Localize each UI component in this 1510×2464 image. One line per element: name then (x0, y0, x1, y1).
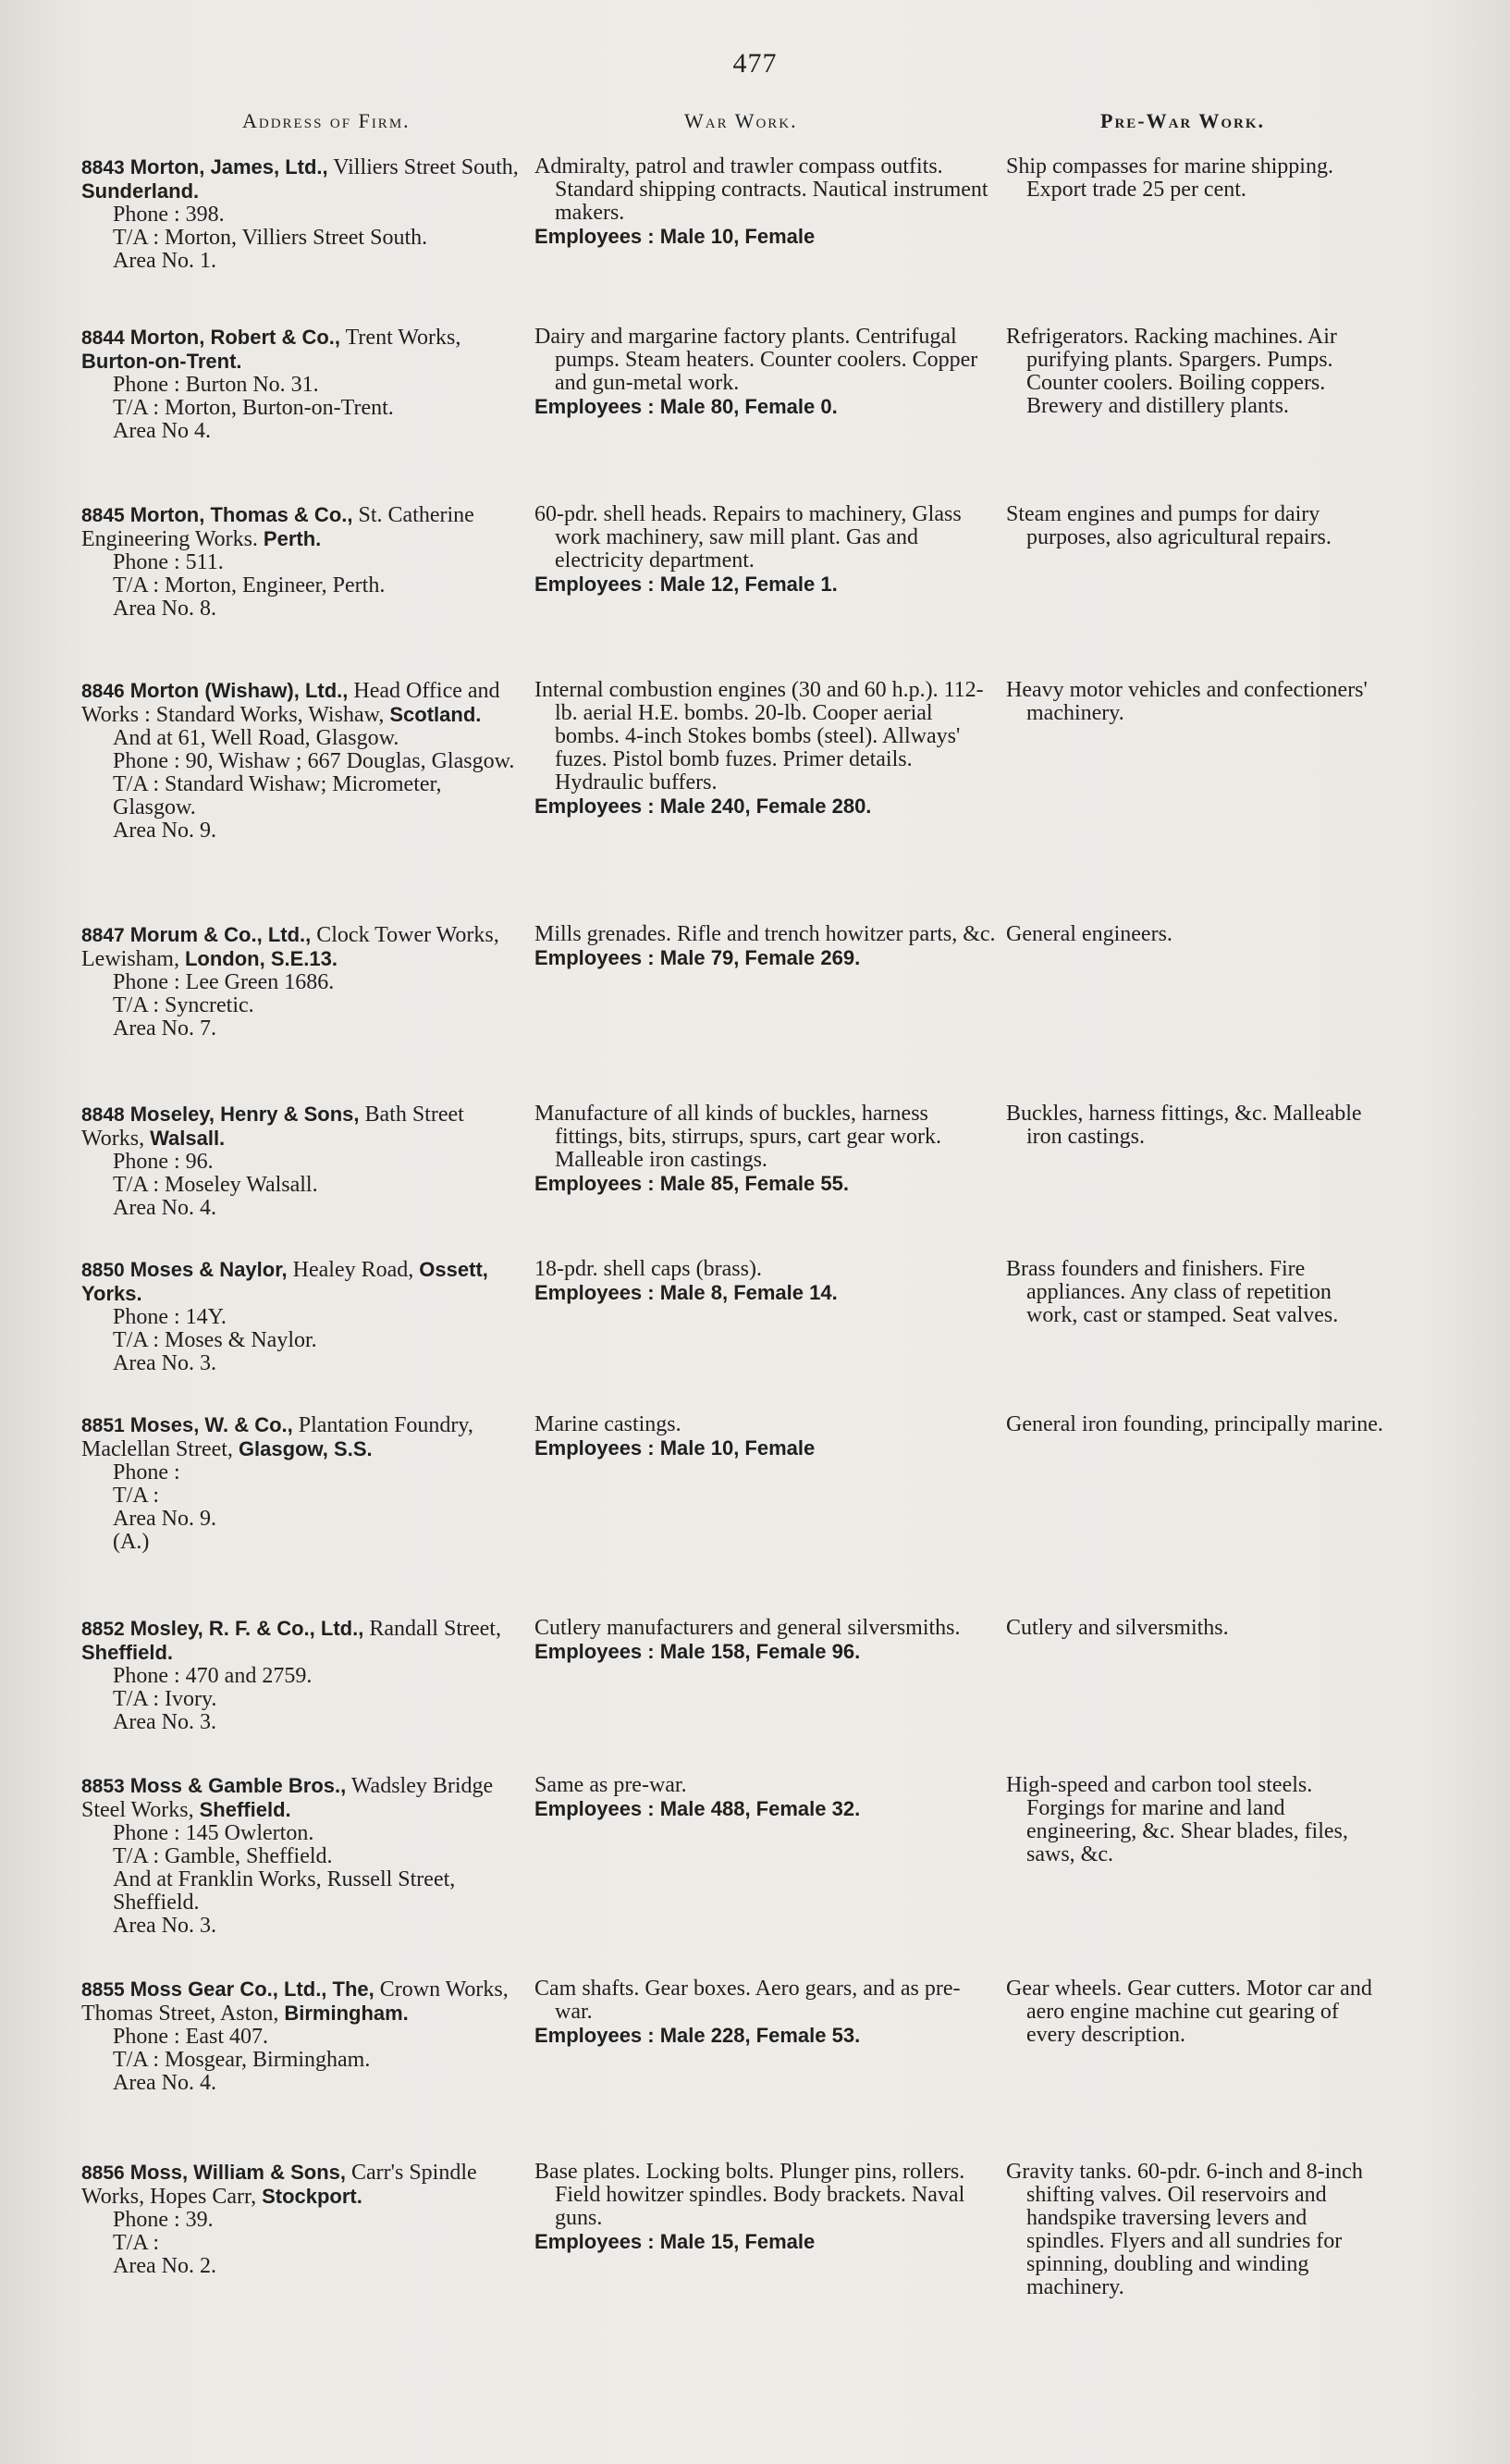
employees: Employees : Male 8, Female 14. (534, 1281, 838, 1304)
firm-town: Sunderland. (81, 179, 200, 203)
entry-number: 8845 (81, 505, 125, 526)
firm-area: Area No. 2. (113, 2254, 216, 2278)
firm-address: Healey Road, (292, 1258, 414, 1282)
firm-area: Area No. 3. (113, 1914, 216, 1938)
war-work-text: Same as pre-war. (534, 1773, 687, 1797)
entry-pre-war-work (1006, 679, 1385, 725)
firm-name: Morton, Thomas & Co., (129, 503, 353, 526)
firm-area: Area No. 4. (113, 2071, 216, 2095)
column-header-pre-war-work: Pre-War Work. (1100, 109, 1266, 132)
page-number: 477 (732, 48, 778, 79)
employees: Employees : Male 240, Female 280. (534, 795, 872, 818)
firm-phone: Phone : 96. (113, 1150, 214, 1174)
employees: Employees : Male 79, Female 269. (534, 946, 861, 969)
firm-name: Moss, William & Sons, (129, 2161, 347, 2184)
firm-branch: And at Franklin Works, Russell Street, Sheffield. (113, 1867, 456, 1915)
war-work-text: Admiralty, patrol and trawler compass outfits. Standard shipping contracts. Nautical instrument makers. (534, 154, 988, 225)
firm-town: London, S.E.13. (184, 947, 338, 970)
firm-address: Wadsley Bridge Steel Works, (81, 1774, 494, 1822)
firm-phone: Phone : (113, 1460, 180, 1485)
entry-war-work (534, 326, 997, 419)
entry-pre-war-work (1006, 155, 1385, 202)
entry-war-work (534, 923, 997, 970)
entry-war-work (534, 679, 997, 819)
firm-phone: Phone : 398. (113, 203, 225, 227)
entry-address (81, 1774, 525, 1938)
firm-telegraph: T/A : Morton, Burton-on-Trent. (113, 396, 394, 420)
pre-war-work-text: Gear wheels. Gear cutters. Motor car and aero engine machine cut gearing of every description. (1006, 1977, 1372, 2047)
entry-address (81, 1977, 525, 2095)
firm-phone: Phone : East 407. (113, 2025, 268, 2049)
employees: Employees : Male 158, Female 96. (534, 1640, 861, 1663)
firm-name: Moses, W. & Co., (129, 1413, 293, 1436)
war-work-text: Marine castings. (534, 1412, 681, 1436)
firm-name: Morton (Wishaw), Ltd., (129, 679, 349, 702)
entry-address (81, 1258, 525, 1375)
firm-area: Area No. 7. (113, 1016, 216, 1041)
pre-war-work-text: Cutlery and silversmiths. (1006, 1616, 1229, 1640)
entry-pre-war-work (1006, 2161, 1385, 2299)
firm-town: Birmingham. (284, 2002, 409, 2025)
entry-war-work (534, 1617, 997, 1664)
firm-address: Crown Works, Thomas Street, Aston, (81, 1977, 509, 2026)
firm-name: Morton, Robert & Co., (129, 326, 341, 349)
firm-telegraph: T/A : (113, 1484, 160, 1508)
firm-town: Perth. (263, 527, 322, 550)
pre-war-work-text: Ship compasses for marine shipping. Export trade 25 per cent. (1006, 154, 1333, 202)
entry-address (81, 1103, 525, 1220)
entry-pre-war-work (1006, 326, 1385, 418)
firm-telegraph: T/A : Morton, Villiers Street South. (113, 226, 428, 250)
entry-address (81, 679, 525, 843)
entry-war-work (534, 1258, 997, 1305)
entry-number: 8855 (81, 1979, 125, 2001)
firm-branch: And at 61, Well Road, Glasgow. (113, 726, 399, 750)
employees: Employees : Male 85, Female 55. (534, 1172, 849, 1195)
pre-war-work-text: Buckles, harness fittings, &c. Malleable iron castings. (1006, 1102, 1362, 1149)
firm-address: Villiers Street South, (333, 155, 519, 179)
entry-number: 8850 (81, 1260, 125, 1281)
firm-phone: Phone : 14Y. (113, 1305, 227, 1329)
entry-address (81, 326, 525, 443)
entry-number: 8856 (81, 2162, 125, 2184)
firm-area: Area No. 9. (113, 819, 216, 843)
pre-war-work-text: Steam engines and pumps for dairy purposes, also agricultural repairs. (1006, 502, 1332, 549)
firm-address: Clock Tower Works, Lewisham, (81, 923, 499, 971)
entry-pre-war-work (1006, 923, 1385, 946)
entry-war-work (534, 155, 997, 249)
pre-war-work-text: Heavy motor vehicles and confectioners' machinery. (1006, 678, 1368, 725)
employees: Employees : Male 488, Female 32. (534, 1797, 861, 1820)
war-work-text: Manufacture of all kinds of buckles, harness fittings, bits, stirrups, spurs, cart gear work. Malleable iron castings. (534, 1102, 941, 1172)
entry-address (81, 1413, 525, 1554)
entry-war-work (534, 2161, 997, 2254)
entry-number: 8844 (81, 327, 125, 349)
firm-area: Area No. 3. (113, 1710, 216, 1734)
pre-war-work-text: General engineers. (1006, 922, 1172, 946)
firm-area: Area No. 3. (113, 1351, 216, 1375)
firm-town: Glasgow, S.S. (238, 1437, 373, 1460)
firm-town: Walsall. (150, 1127, 226, 1150)
entry-number: 8847 (81, 925, 125, 946)
column-header-war-work: War Work. (684, 109, 798, 132)
firm-address: Bath Street Works, (81, 1103, 464, 1151)
firm-area: Area No. 9. (113, 1507, 216, 1531)
entry-address (81, 503, 525, 621)
entry-war-work (534, 1413, 997, 1460)
firm-address: Trent Works, (345, 326, 461, 350)
firm-town: Scotland. (389, 703, 482, 726)
war-work-text: Internal combustion engines (30 and 60 h.p.). 112-lb. aerial H.E. bombs. 20-lb. Cooper aerial bombs. 4-inch Stokes bombs (steel). Allways' fuzes. Pistol bomb fuzes. Primer details. Hydraulic buffers. (534, 678, 984, 795)
pre-war-work-text: General iron founding, principally marine. (1006, 1412, 1383, 1436)
entry-pre-war-work (1006, 503, 1385, 549)
entry-number: 8851 (81, 1415, 125, 1436)
firm-name: Moss & Gamble Bros., (129, 1774, 347, 1797)
entry-number: 8843 (81, 157, 125, 179)
pre-war-work-text: Refrigerators. Racking machines. Air purifying plants. Spargers. Pumps. Counter coolers. Boiling coppers. Brewery and distillery plants. (1006, 325, 1337, 418)
war-work-text: 60-pdr. shell heads. Repairs to machinery, Glass work machinery, saw mill plant. Gas and electricity department. (534, 502, 962, 573)
war-work-text: 18-pdr. shell caps (brass). (534, 1257, 762, 1281)
firm-phone: Phone : 39. (113, 2208, 214, 2232)
firm-address: St. Catherine Engineering Works. (81, 503, 474, 551)
firm-phone: Phone : 145 Owlerton. (113, 1821, 314, 1845)
war-work-text: Cutlery manufacturers and general silversmiths. (534, 1616, 961, 1640)
entry-pre-war-work (1006, 1258, 1385, 1327)
firm-telegraph: T/A : Standard Wishaw; Micrometer, Glasgow. (113, 772, 442, 819)
firm-phone: Phone : 470 and 2759. (113, 1664, 313, 1688)
entry-pre-war-work (1006, 1103, 1385, 1149)
firm-name: Mosley, R. F. & Co., Ltd., (129, 1617, 364, 1640)
firm-name: Moseley, Henry & Sons, (129, 1103, 360, 1126)
entry-war-work (534, 1774, 997, 1821)
firm-area: Area No 4. (113, 419, 211, 443)
war-work-text: Dairy and margarine factory plants. Centrifugal pumps. Steam heaters. Counter coolers. Copper and gun-metal work. (534, 325, 978, 395)
firm-note: (A.) (113, 1530, 150, 1554)
employees: Employees : Male 10, Female (534, 225, 816, 248)
firm-area: Area No. 4. (113, 1196, 216, 1220)
firm-town: Sheffield. (199, 1798, 291, 1821)
entry-pre-war-work (1006, 1774, 1385, 1866)
firm-phone: Phone : Lee Green 1686. (113, 970, 335, 994)
firm-telegraph: T/A : (113, 2231, 160, 2255)
firm-phone: Phone : 511. (113, 550, 224, 574)
entry-pre-war-work (1006, 1977, 1385, 2047)
employees: Employees : Male 80, Female 0. (534, 395, 838, 418)
firm-telegraph: T/A : Gamble, Sheffield. (113, 1844, 333, 1868)
war-work-text: Base plates. Locking bolts. Plunger pins, rollers. Field howitzer spindles. Body brackets. Naval guns. (534, 2160, 965, 2230)
firm-name: Moss Gear Co., Ltd., The, (129, 1977, 374, 2001)
firm-telegraph: T/A : Moses & Naylor. (113, 1328, 317, 1352)
firm-phone: Phone : Burton No. 31. (113, 373, 319, 397)
entry-war-work (534, 1977, 997, 2048)
firm-name: Morum & Co., Ltd., (129, 923, 312, 946)
entry-address (81, 1617, 525, 1734)
entry-number: 8853 (81, 1776, 125, 1797)
entry-address (81, 2161, 525, 2278)
firm-telegraph: T/A : Moseley Walsall. (113, 1173, 318, 1197)
entry-pre-war-work (1006, 1617, 1385, 1640)
firm-phone: Phone : 90, Wishaw ; 667 Douglas, Glasgow. (113, 749, 515, 773)
firm-name: Moses & Naylor, (129, 1258, 288, 1281)
firm-town: Stockport. (262, 2185, 362, 2208)
entry-pre-war-work (1006, 1413, 1385, 1436)
entry-number: 8846 (81, 681, 125, 702)
firm-town: Ossett, Yorks. (81, 1258, 488, 1305)
firm-town: Burton-on-Trent. (81, 350, 242, 373)
entry-number: 8852 (81, 1619, 125, 1640)
entry-address (81, 155, 525, 273)
firm-telegraph: T/A : Morton, Engineer, Perth. (113, 573, 386, 598)
entry-address (81, 923, 525, 1041)
firm-address: Randall Street, (369, 1617, 501, 1641)
pre-war-work-text: Brass founders and finishers. Fire appliances. Any class of repetition work, cast or stamped. Seat valves. (1006, 1257, 1339, 1327)
firm-name: Morton, James, Ltd., (129, 155, 328, 179)
war-work-text: Cam shafts. Gear boxes. Aero gears, and as pre-war. (534, 1977, 961, 2024)
employees: Employees : Male 15, Female (534, 2230, 816, 2253)
firm-address: Head Office and Works : Standard Works, Wishaw, (81, 679, 500, 727)
entry-number: 8848 (81, 1104, 125, 1126)
firm-address: Plantation Foundry, Maclellan Street, (81, 1413, 473, 1461)
employees: Employees : Male 12, Female 1. (534, 573, 838, 596)
firm-telegraph: T/A : Mosgear, Birmingham. (113, 2048, 371, 2072)
firm-town: Sheffield. (81, 1641, 174, 1664)
firm-area: Area No. 1. (113, 249, 216, 273)
firm-telegraph: T/A : Ivory. (113, 1687, 217, 1711)
firm-telegraph: T/A : Syncretic. (113, 993, 254, 1017)
pre-war-work-text: Gravity tanks. 60-pdr. 6-inch and 8-inch shifting valves. Oil reservoirs and handspike traversing levers and spindles. Flyers and all sundries for spinning, doubling and winding machinery. (1006, 2160, 1363, 2299)
war-work-text: Mills grenades. Rifle and trench howitzer parts, &c. (534, 922, 996, 946)
column-header-address: Address of Firm. (242, 109, 411, 132)
employees: Employees : Male 10, Female (534, 1436, 816, 1460)
entry-war-work (534, 1103, 997, 1196)
employees: Employees : Male 228, Female 53. (534, 2024, 861, 2047)
entry-war-work (534, 503, 997, 597)
firm-address: Carr's Spindle Works, Hopes Carr, (81, 2161, 477, 2209)
pre-war-work-text: High-speed and carbon tool steels. Forgings for marine and land engineering, &c. Shear blades, files, saws, &c. (1006, 1773, 1348, 1866)
firm-area: Area No. 8. (113, 597, 216, 621)
